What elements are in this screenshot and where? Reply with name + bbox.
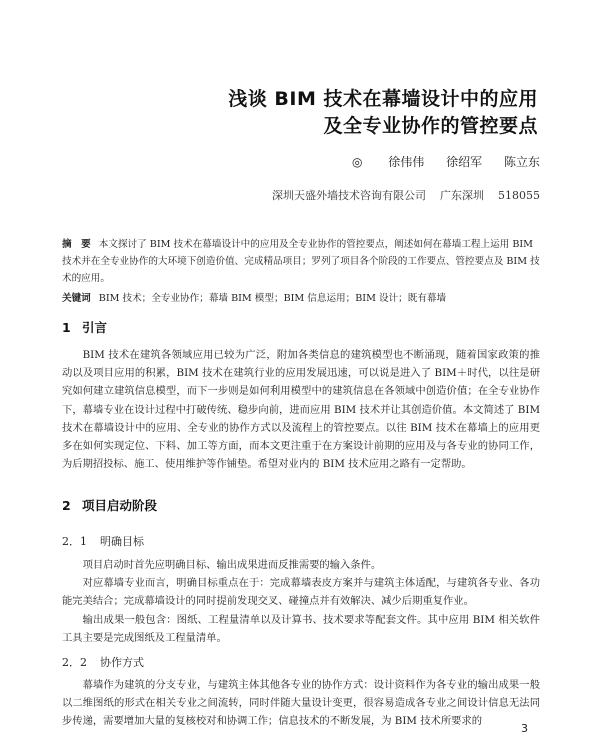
body-paragraph: 输出成果一般包含：图纸、工程量清单以及计算书、技术要求等配套文件。其中应用 BIM 相关软件工具主要是完成图纸及工程量清单。 — [62, 613, 540, 644]
abstract-text: 本文探讨了 BIM 技术在幕墙设计中的应用及全专业协作的管控要点，阐述如何在幕墙工程上运用 BIM 技术并在全专业协作的大环境下创造价值、完成精品项目；罗列了项目各个阶段的工作要点、管控要点及 BIM 技术的应用。 — [62, 239, 540, 284]
section-heading-2 — [62, 496, 157, 514]
subsection-2-2-body — [62, 676, 540, 731]
author-line — [352, 153, 540, 170]
affiliation-place: 广东深圳 — [440, 189, 484, 202]
affiliation-org: 深圳天盛外墙技术咨询有限公司 — [272, 189, 426, 202]
subsection-2-1-body — [62, 556, 540, 647]
subsection-heading-2-1 — [62, 533, 144, 549]
subsection-number: 2．2 — [62, 656, 87, 669]
abstract-paragraph — [62, 236, 540, 287]
section-heading-1 — [62, 318, 107, 336]
section-1-body — [62, 346, 540, 473]
affiliation — [272, 187, 540, 203]
section-number: 1 — [62, 320, 71, 335]
keywords-paragraph — [62, 290, 540, 307]
author-marker-icon: ◎ — [351, 155, 363, 169]
subsection-title: 协作方式 — [100, 656, 144, 669]
subsection-number: 2．1 — [62, 535, 87, 548]
affiliation-zip: 518055 — [498, 189, 540, 202]
author-name: 徐绍军 — [446, 155, 483, 169]
author-name: 陈立东 — [503, 155, 540, 169]
body-paragraph: 幕墙作为建筑的分支专业，与建筑主体其他各专业的协作方式：设计资料作为各专业的输出成果一般以二维图纸的形式在相关专业之间流转，同时伴随大量设计变更，很容易造成各专业之间设计信息无法同步传递，需要增加大量的复核校对和协调工作；信息技术的不断发展，为 BIM 技术所要求的 — [62, 679, 540, 728]
abstract-block — [62, 236, 540, 307]
keywords-text: BIM 技术；全专业协作；幕墙 BIM 模型；BIM 信息运用；BIM 设计；既有幕墙 — [98, 293, 447, 304]
subsection-heading-2-2 — [62, 654, 144, 670]
keywords-label: 关键词 — [62, 293, 91, 304]
article-title-line2: 及全专业协作的管控要点 — [323, 115, 538, 137]
article-title-line1: 浅谈 BIM 技术在幕墙设计中的应用 — [228, 88, 538, 110]
subsection-title: 明确目标 — [100, 535, 144, 548]
body-paragraph: BIM 技术在建筑各领域应用已较为广泛，附加各类信息的建筑模型也不断涌现，随着国家政策的推动以及项目应用的积累，BIM 技术在建筑行业的应用发展迅速，可以说是进入了 BIM＋时代，以往是研究如何建立建筑信息模型，而下一步则是如何利用模型中的建筑信息在各领域中创造价值；在全专业协作下，幕墙专业在设计过程中打破传统、稳步向前，进而应用 BIM 技术并让其创造价值。本文简述了 BIM 技术在幕墙设计中的应用、全专业的协作方式以及流程上的管控要点。以往 BIM 技术在幕墙上的应用更多在如何实现定位、下料、加工等方面，而本文更注重于在方案设计前期的应用及与各专业的协同工作，为后期招投标、施工、使用维护等作铺垫。希望对业内的 BIM 技术应用之路有一定帮助。 — [62, 349, 540, 471]
body-paragraph: 项目启动时首先应明确目标、输出成果进而反推需要的输入条件。 — [82, 559, 382, 571]
section-title: 项目启动阶段 — [82, 498, 158, 513]
page-number: 3 — [521, 722, 528, 735]
author-name: 徐伟伟 — [388, 155, 425, 169]
body-paragraph: 对应幕墙专业而言，明确目标重点在于：完成幕墙表皮方案并与建筑主体适配，与建筑各专业、各功能完美结合；完成幕墙设计的同时提前发现交叉、碰撞点并有效解决、减少后期重复作业。 — [62, 577, 540, 608]
section-title: 引言 — [82, 320, 108, 335]
section-number: 2 — [62, 498, 71, 513]
abstract-label: 摘 要 — [62, 239, 91, 250]
